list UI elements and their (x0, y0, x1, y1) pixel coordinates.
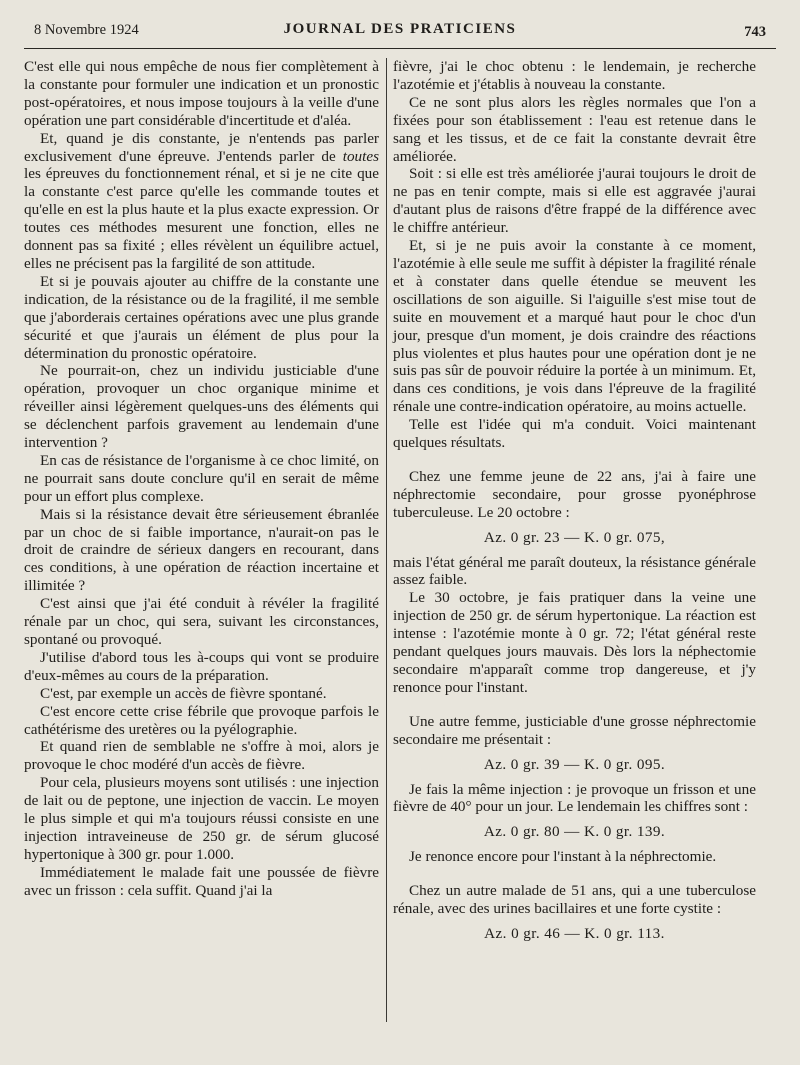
paragraph: Et, si je ne puis avoir la constante à ce moment, l'azotémie à elle seule me suffit à dépister la fragilité rénale et à constater dans quelle étendue se meuvent les oscillations de son aiguille. Si l'aiguille s'est mise tout de suite en mouvement et a marqué haut pour le choc d'un jour, presque d'un moment, je dois craindre des réactions plus violentes et plus hautes pour une opération dont je ne suis pas sûr de pouvoir réduire la portée à un minimum. Et, dans ces conditions, je vois dans l'épreuve de la fragilité rénale une contre-indication opératoire, au moins actuelle. (393, 237, 756, 416)
paragraph: Une autre femme, justiciable d'une grosse néphrectomie secondaire me présentait : (393, 712, 756, 748)
paragraph: Telle est l'idée qui m'a conduit. Voici maintenant quelques résultats. (393, 416, 756, 452)
paragraph: Et, quand je dis constante, je n'entends pas parler exclusivement d'une épreuve. J'entends parler de toutes les épreuves du fonctionnement rénal, et si je ne cite que la constante c'est parce qu'elle les commande toutes et qu'elle en est la plus haute et la plus exacte expression. Or toutes ces méthodes mesurent une fonction, elles ne donnent pas sa fixité ; elles révèlent un équilibre actuel, elles ne précisent pas la fargilité de son attitude. (24, 129, 379, 272)
journal-title: JOURNAL DES PRATICIENS (283, 21, 517, 37)
paragraph: C'est elle qui nous empêche de nous fier complètement à la constante pour formuler une indication et un pronostic post-opératoires, et nous impose toujours à la veille d'une opération une part considérable d'incertitude et d'aléa. (24, 58, 379, 129)
paragraph: Je fais la même injection : je provoque un frisson et une fièvre de 40° pour un jour. Le lendemain les chiffres sont : (393, 780, 756, 816)
left-column (24, 58, 379, 900)
paragraph: Immédiatement le malade fait une poussée de fièvre avec un frisson : cela suffit. Quand j'ai la (24, 863, 379, 899)
lab-result: Az. 0 gr. 80 — K. 0 gr. 139. (483, 823, 666, 841)
header-date: 8 Novembre 1924 (34, 22, 139, 38)
lab-result: Az. 0 gr. 23 — K. 0 gr. 075, (483, 528, 666, 546)
paragraph: fièvre, j'ai le choc obtenu : le lendemain, je recherche l'azotémie et j'établis à nouveau la constante. (393, 58, 756, 93)
paragraph: Soit : si elle est très améliorée j'aurai toujours le droit de ne pas en tenir compte, mais si elle est aggravée j'aurai d'autant plus de raisons d'être frappé de la différence avec le chiffre antérieur. (393, 165, 756, 237)
paragraph: Mais si la résistance devait être sérieusement ébranlée par un choc de si faible importance, n'aurait-on pas le droit de craindre de sérieux dangers en recourant, dans ces conditions, à une opération de réaction incertaine et illimitée ? (24, 505, 379, 595)
column-divider (386, 58, 387, 1022)
paragraph: Et quand rien de semblable ne s'offre à moi, alors je provoque le choc modéré d'un accès de fièvre. (24, 738, 379, 774)
paragraph: Pour cela, plusieurs moyens sont utilisés : une injection de lait ou de peptone, une injection de vaccin. Le moyen le plus simple et qui m'a toujours réussi consiste en une injection intraveineuse de 250 gr. de sérum glucosé hypertonique à 300 gr. pour 1.000. (24, 774, 379, 863)
header-rule (24, 48, 776, 49)
paragraph: Ce ne sont plus alors les règles normales que l'on a fixées pour son établissement : l'eau est retenue dans le sang et les tissus, et de ce fait la constante devrait être améliorée. (393, 93, 756, 165)
paragraph: C'est ainsi que j'ai été conduit à révéler la fragilité rénale par un choc, qui sera, suivant les circonstances, spontané ou provoqué. (24, 595, 379, 648)
paragraph: Le 30 octobre, je fais pratiquer dans la veine une injection de 250 gr. de sérum hypertonique. La réaction est intense : l'azotémie monte à 0 gr. 72; l'état général reste pendant quelques jours mauvais. Dès lors la néphectomie secondaire m'apparaît comme trop dangereuse, et j'y renonce pour l'instant. (393, 589, 756, 696)
paragraph: mais l'état général me paraît douteux, la résistance générale assez faible. (393, 553, 756, 589)
paragraph: Ne pourrait-on, chez un individu justiciable d'une opération, provoquer un choc organique minime et réveiller ainsi légèrement quelques-uns des éléments qui se déclenchent parfois gravement au lendemain d'une intervention ? (24, 362, 379, 452)
paragraph: C'est, par exemple un accès de fièvre spontané. (40, 684, 327, 702)
paragraph: C'est encore cette crise fébrile que provoque parfois le cathétérisme des uretères ou la pyélographie. (24, 702, 379, 738)
paragraph: En cas de résistance de l'organisme à ce choc limité, on ne pourrait sans doute conclure qu'il en serait de même pour un effort plus complexe. (24, 451, 379, 505)
lab-result: Az. 0 gr. 39 — K. 0 gr. 095. (483, 755, 666, 773)
paragraph: Je renonce encore pour l'instant à la néphrectomie. (409, 848, 717, 866)
paragraph: Chez un autre malade de 51 ans, qui a une tuberculose rénale, avec des urines bacillaires et une forte cystite : (393, 882, 756, 918)
lab-result: Az. 0 gr. 46 — K. 0 gr. 113. (484, 924, 665, 942)
paragraph: J'utilise d'abord tous les à-coups qui vont se produire d'eux-mêmes au cours de la préparation. (24, 648, 379, 684)
right-column (393, 58, 756, 950)
paragraph: Et si je pouvais ajouter au chiffre de la constante une indication, de la résistance ou de la fragilité, il me semble que j'aborderais certaines opérations avec une plus grande sécurité et que j'aurais un élément de plus pour la détermination du pronostic opératoire. (24, 272, 379, 362)
page-header (0, 16, 800, 46)
paragraph: Chez une femme jeune de 22 ans, j'ai à faire une néphrectomie secondaire, pour grosse pyonéphrose tuberculeuse. Le 20 octobre : (393, 467, 756, 521)
page-number: 743 (744, 24, 766, 40)
emphasis: toutes (342, 147, 379, 165)
